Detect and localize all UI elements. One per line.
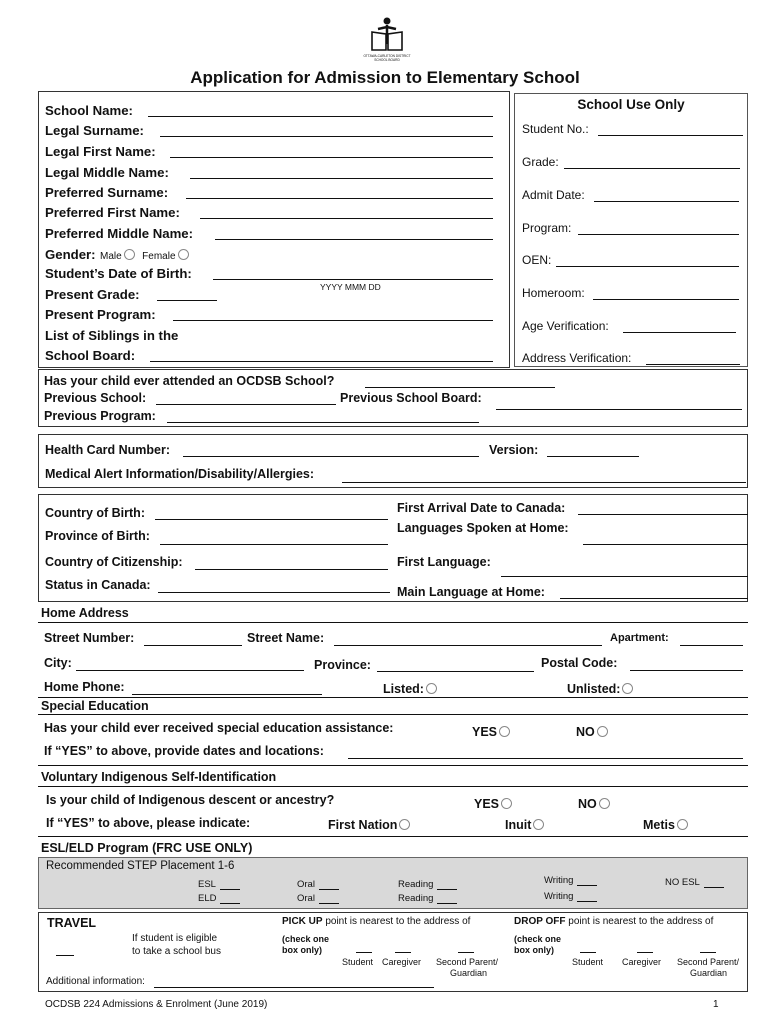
province-field[interactable] bbox=[377, 671, 534, 672]
main-language-label: Main Language at Home: bbox=[397, 585, 545, 599]
special-ed-dates-field[interactable] bbox=[348, 758, 743, 759]
preferred-surname-field[interactable] bbox=[186, 198, 493, 199]
listed-option bbox=[383, 680, 437, 698]
reading-esl-text: Reading bbox=[398, 879, 434, 890]
legal-middle-name-field[interactable] bbox=[190, 178, 493, 179]
present-program-label: Present Program: bbox=[45, 307, 156, 322]
student-no-field[interactable] bbox=[598, 135, 743, 136]
eligible-line1: If student is eligible bbox=[132, 933, 218, 944]
esl-field[interactable] bbox=[220, 878, 240, 890]
student-no-label: Student No.: bbox=[522, 122, 589, 136]
home-phone-label: Home Phone: bbox=[44, 680, 125, 694]
dropoff-rest: point is nearest to the address of bbox=[565, 916, 714, 927]
eligible-line2: to take a school bus bbox=[132, 946, 221, 957]
languages-home-label: Languages Spoken at Home: bbox=[397, 521, 569, 535]
pickup-check-line2: box only) bbox=[282, 945, 322, 955]
version-label: Version: bbox=[489, 443, 539, 457]
inuit-option bbox=[505, 816, 544, 834]
listed-label: Listed: bbox=[383, 682, 424, 696]
unlisted-option bbox=[567, 680, 633, 698]
indigenous-if-yes-label: If “YES” to above, please indicate: bbox=[46, 816, 251, 830]
pickup-bold: PICK UP bbox=[282, 916, 323, 927]
indigenous-divider-top bbox=[38, 765, 748, 766]
present-program-field[interactable] bbox=[173, 320, 493, 321]
country-birth-field[interactable] bbox=[155, 519, 388, 520]
city-field[interactable] bbox=[76, 670, 304, 671]
school-name-label: School Name: bbox=[45, 103, 133, 118]
first-nation-radio[interactable] bbox=[399, 819, 410, 830]
writing-eld-text: Writing bbox=[544, 891, 574, 902]
apartment-field[interactable] bbox=[680, 645, 743, 646]
preferred-first-name-field[interactable] bbox=[200, 218, 493, 219]
male-radio[interactable] bbox=[124, 249, 135, 260]
indigenous-yes-option bbox=[474, 795, 512, 813]
medical-alert-label: Medical Alert Information/Disability/Allergies: bbox=[45, 467, 315, 481]
apartment-label: Apartment: bbox=[610, 632, 669, 644]
dropoff-check-line2: box only) bbox=[514, 945, 554, 955]
pickup-rest: point is nearest to the address of bbox=[322, 916, 471, 927]
age-verification-label: Age Verification: bbox=[522, 319, 609, 333]
city-label: City: bbox=[44, 656, 72, 670]
dropoff-heading bbox=[514, 916, 713, 927]
present-grade-label: Present Grade: bbox=[45, 287, 140, 302]
first-arrival-field[interactable] bbox=[578, 514, 748, 515]
pickup-second-parent-field[interactable] bbox=[458, 952, 474, 953]
inuit-radio[interactable] bbox=[533, 819, 544, 830]
unlisted-label: Unlisted: bbox=[567, 682, 621, 696]
special-ed-divider-top bbox=[38, 697, 748, 698]
additional-info-label: Additional information: bbox=[46, 976, 145, 987]
address-divider bbox=[38, 622, 748, 623]
health-card-label: Health Card Number: bbox=[45, 443, 171, 457]
writing-eld-label bbox=[544, 890, 597, 902]
previous-board-field[interactable] bbox=[496, 409, 742, 410]
eld-field[interactable] bbox=[220, 892, 240, 904]
legal-middle-name-label: Legal Middle Name: bbox=[45, 165, 169, 180]
medical-alert-field[interactable] bbox=[342, 482, 746, 483]
attended-ocdsb-question: Has your child ever attended an OCDSB School? bbox=[44, 374, 335, 388]
country-birth-label: Country of Birth: bbox=[45, 506, 145, 520]
legal-surname-field[interactable] bbox=[160, 136, 493, 137]
special-ed-divider bbox=[38, 714, 748, 715]
dropoff-second-parent-field[interactable] bbox=[700, 952, 716, 953]
preferred-middle-name-field[interactable] bbox=[215, 239, 493, 240]
form-id: OCDSB 224 Admissions & Enrolment (June 2019) bbox=[45, 999, 268, 1010]
siblings-label-line2: School Board: bbox=[45, 348, 136, 363]
pickup-caregiver-field[interactable] bbox=[395, 952, 411, 953]
age-verification-field[interactable] bbox=[623, 332, 736, 333]
province-birth-label: Province of Birth: bbox=[45, 529, 150, 543]
first-language-field[interactable] bbox=[501, 576, 748, 577]
oen-label: OEN: bbox=[522, 253, 552, 267]
pickup-student-field[interactable] bbox=[356, 952, 372, 953]
dropoff-caregiver-field[interactable] bbox=[637, 952, 653, 953]
postal-code-field[interactable] bbox=[630, 670, 743, 671]
first-arrival-label: First Arrival Date to Canada: bbox=[397, 501, 566, 515]
health-card-field[interactable] bbox=[183, 456, 479, 457]
male-label: Male bbox=[100, 251, 122, 262]
dob-label: Student’s Date of Birth: bbox=[45, 266, 192, 281]
preferred-middle-name-label: Preferred Middle Name: bbox=[45, 226, 194, 241]
gender-row bbox=[45, 246, 189, 264]
special-ed-yes-label: YES bbox=[472, 725, 498, 739]
address-verification-label: Address Verification: bbox=[522, 351, 632, 365]
version-field[interactable] bbox=[547, 456, 639, 457]
dob-field[interactable] bbox=[213, 279, 493, 280]
legal-first-name-label: Legal First Name: bbox=[45, 144, 156, 159]
indigenous-yes-radio[interactable] bbox=[501, 798, 512, 809]
province-label: Province: bbox=[314, 658, 371, 672]
school-use-title: School Use Only bbox=[577, 97, 685, 112]
esl-label-text: ESL bbox=[198, 879, 216, 890]
inuit-label: Inuit bbox=[505, 818, 532, 832]
previous-school-label: Previous School: bbox=[44, 391, 147, 405]
preferred-first-name-label: Preferred First Name: bbox=[45, 205, 180, 220]
legal-surname-label: Legal Surname: bbox=[45, 123, 144, 138]
street-name-field[interactable] bbox=[334, 645, 602, 646]
attended-ocdsb-field[interactable] bbox=[365, 387, 555, 388]
legal-first-name-field[interactable] bbox=[170, 157, 493, 158]
first-language-label: First Language: bbox=[397, 555, 491, 569]
first-nation-label: First Nation bbox=[328, 818, 398, 832]
indigenous-yes-label: YES bbox=[474, 797, 500, 811]
indigenous-no-label: NO bbox=[578, 797, 597, 811]
province-birth-field[interactable] bbox=[160, 544, 388, 545]
postal-code-label: Postal Code: bbox=[541, 656, 618, 670]
admit-date-label: Admit Date: bbox=[522, 188, 585, 202]
grade-field[interactable] bbox=[564, 168, 740, 169]
dropoff-caregiver-label: Caregiver bbox=[622, 957, 662, 967]
dropoff-student-label: Student bbox=[572, 957, 604, 967]
previous-program-field[interactable] bbox=[167, 422, 479, 423]
reading-eld-label bbox=[398, 892, 457, 904]
home-phone-field[interactable] bbox=[132, 694, 322, 695]
dropoff-student-field[interactable] bbox=[580, 952, 596, 953]
oral-esl-field[interactable] bbox=[319, 878, 339, 890]
metis-radio[interactable] bbox=[677, 819, 688, 830]
siblings-label-line1: List of Siblings in the bbox=[45, 328, 179, 343]
oen-field[interactable] bbox=[556, 266, 739, 267]
oral-esl-label bbox=[297, 878, 339, 890]
logo-caption: OTTAWA-CARLETON DISTRICT SCHOOL BOARD bbox=[363, 54, 411, 62]
special-ed-if-yes-label: If “YES” to above, provide dates and locations: bbox=[44, 744, 324, 758]
pickup-caregiver-label: Caregiver bbox=[382, 957, 422, 967]
dropoff-check-line1: (check one bbox=[514, 934, 562, 944]
female-radio[interactable] bbox=[178, 249, 189, 260]
admit-date-field[interactable] bbox=[594, 201, 739, 202]
dropoff-second-parent-label1: Second Parent/ bbox=[677, 957, 740, 967]
pickup-check-line1: (check one bbox=[282, 934, 330, 944]
writing-esl-field[interactable] bbox=[577, 874, 597, 886]
indigenous-divider bbox=[38, 786, 748, 787]
indigenous-heading: Voluntary Indigenous Self-Identification bbox=[41, 770, 277, 784]
address-verification-field[interactable] bbox=[646, 364, 740, 365]
special-ed-heading: Special Education bbox=[41, 699, 149, 713]
gender-label: Gender: bbox=[45, 247, 96, 262]
page-number: 1 bbox=[713, 999, 719, 1010]
page-title: Application for Admission to Elementary School bbox=[190, 68, 580, 87]
eld-label-text: ELD bbox=[198, 893, 217, 904]
special-ed-question: Has your child ever received special education assistance: bbox=[44, 721, 394, 735]
program-label: Program: bbox=[522, 221, 572, 235]
indigenous-no-option bbox=[578, 795, 610, 813]
reading-eld-field[interactable] bbox=[437, 892, 457, 904]
pickup-second-parent-label1: Second Parent/ bbox=[436, 957, 499, 967]
step-placement-label: Recommended STEP Placement 1-6 bbox=[46, 860, 235, 872]
pickup-second-parent-label2: Guardian bbox=[450, 968, 488, 978]
previous-board-label: Previous School Board: bbox=[340, 391, 482, 405]
dob-format-hint: YYYY MMM DD bbox=[320, 282, 381, 292]
dropoff-bold: DROP OFF bbox=[514, 916, 566, 927]
no-esl-field[interactable] bbox=[704, 876, 724, 888]
board-logo bbox=[364, 14, 410, 60]
dropoff-second-parent-label2: Guardian bbox=[690, 968, 728, 978]
oral-eld-text: Oral bbox=[297, 893, 315, 904]
indigenous-question: Is your child of Indigenous descent or ancestry? bbox=[46, 793, 335, 807]
homeroom-field[interactable] bbox=[593, 299, 739, 300]
pickup-student-label: Student bbox=[342, 957, 374, 967]
no-esl-text: NO ESL bbox=[665, 877, 700, 888]
unlisted-radio[interactable] bbox=[622, 683, 633, 694]
special-ed-yes-radio[interactable] bbox=[499, 726, 510, 737]
reading-esl-field[interactable] bbox=[437, 878, 457, 890]
street-number-field[interactable] bbox=[144, 645, 242, 646]
metis-label: Metis bbox=[643, 818, 675, 832]
homeroom-label: Homeroom: bbox=[522, 286, 585, 300]
main-language-field[interactable] bbox=[560, 598, 748, 599]
travel-eligible-field[interactable] bbox=[56, 955, 74, 956]
indigenous-divider-bottom bbox=[38, 836, 748, 837]
preferred-surname-label: Preferred Surname: bbox=[45, 185, 169, 200]
reading-eld-text: Reading bbox=[398, 893, 434, 904]
writing-eld-field[interactable] bbox=[577, 890, 597, 902]
school-name-field[interactable] bbox=[148, 116, 493, 117]
previous-program-label: Previous Program: bbox=[44, 409, 156, 423]
oral-esl-text: Oral bbox=[297, 879, 315, 890]
program-field[interactable] bbox=[578, 234, 739, 235]
writing-esl-label bbox=[544, 874, 597, 886]
home-address-heading: Home Address bbox=[41, 606, 129, 620]
esl-heading: ESL/ELD Program (FRC USE ONLY) bbox=[41, 841, 253, 855]
female-label: Female bbox=[142, 251, 176, 262]
additional-info-field[interactable] bbox=[154, 987, 434, 988]
status-canada-field[interactable] bbox=[158, 592, 390, 593]
languages-home-field[interactable] bbox=[583, 544, 748, 545]
status-canada-label: Status in Canada: bbox=[45, 578, 151, 592]
citizenship-field[interactable] bbox=[195, 569, 388, 570]
street-number-label: Street Number: bbox=[44, 631, 135, 645]
street-name-label: Street Name: bbox=[247, 631, 325, 645]
travel-heading: TRAVEL bbox=[47, 916, 97, 930]
oral-eld-field[interactable] bbox=[319, 892, 339, 904]
writing-esl-text: Writing bbox=[544, 875, 574, 886]
special-ed-no-radio[interactable] bbox=[597, 726, 608, 737]
grade-label: Grade: bbox=[522, 155, 559, 169]
listed-radio[interactable] bbox=[426, 683, 437, 694]
indigenous-no-radio[interactable] bbox=[599, 798, 610, 809]
esl-label bbox=[198, 878, 240, 890]
special-ed-no-label: NO bbox=[576, 725, 595, 739]
pickup-heading bbox=[282, 916, 470, 927]
eld-label bbox=[198, 892, 240, 904]
present-grade-field[interactable] bbox=[157, 300, 217, 301]
special-ed-no-option bbox=[576, 723, 608, 741]
special-ed-yes-option bbox=[472, 723, 510, 741]
first-nation-option bbox=[328, 816, 410, 834]
previous-school-field[interactable] bbox=[156, 404, 336, 405]
metis-option bbox=[643, 816, 688, 834]
siblings-field[interactable] bbox=[150, 361, 493, 362]
reading-esl-label bbox=[398, 878, 457, 890]
oral-eld-label bbox=[297, 892, 339, 904]
citizenship-label: Country of Citizenship: bbox=[45, 555, 183, 569]
no-esl-label bbox=[665, 876, 724, 888]
